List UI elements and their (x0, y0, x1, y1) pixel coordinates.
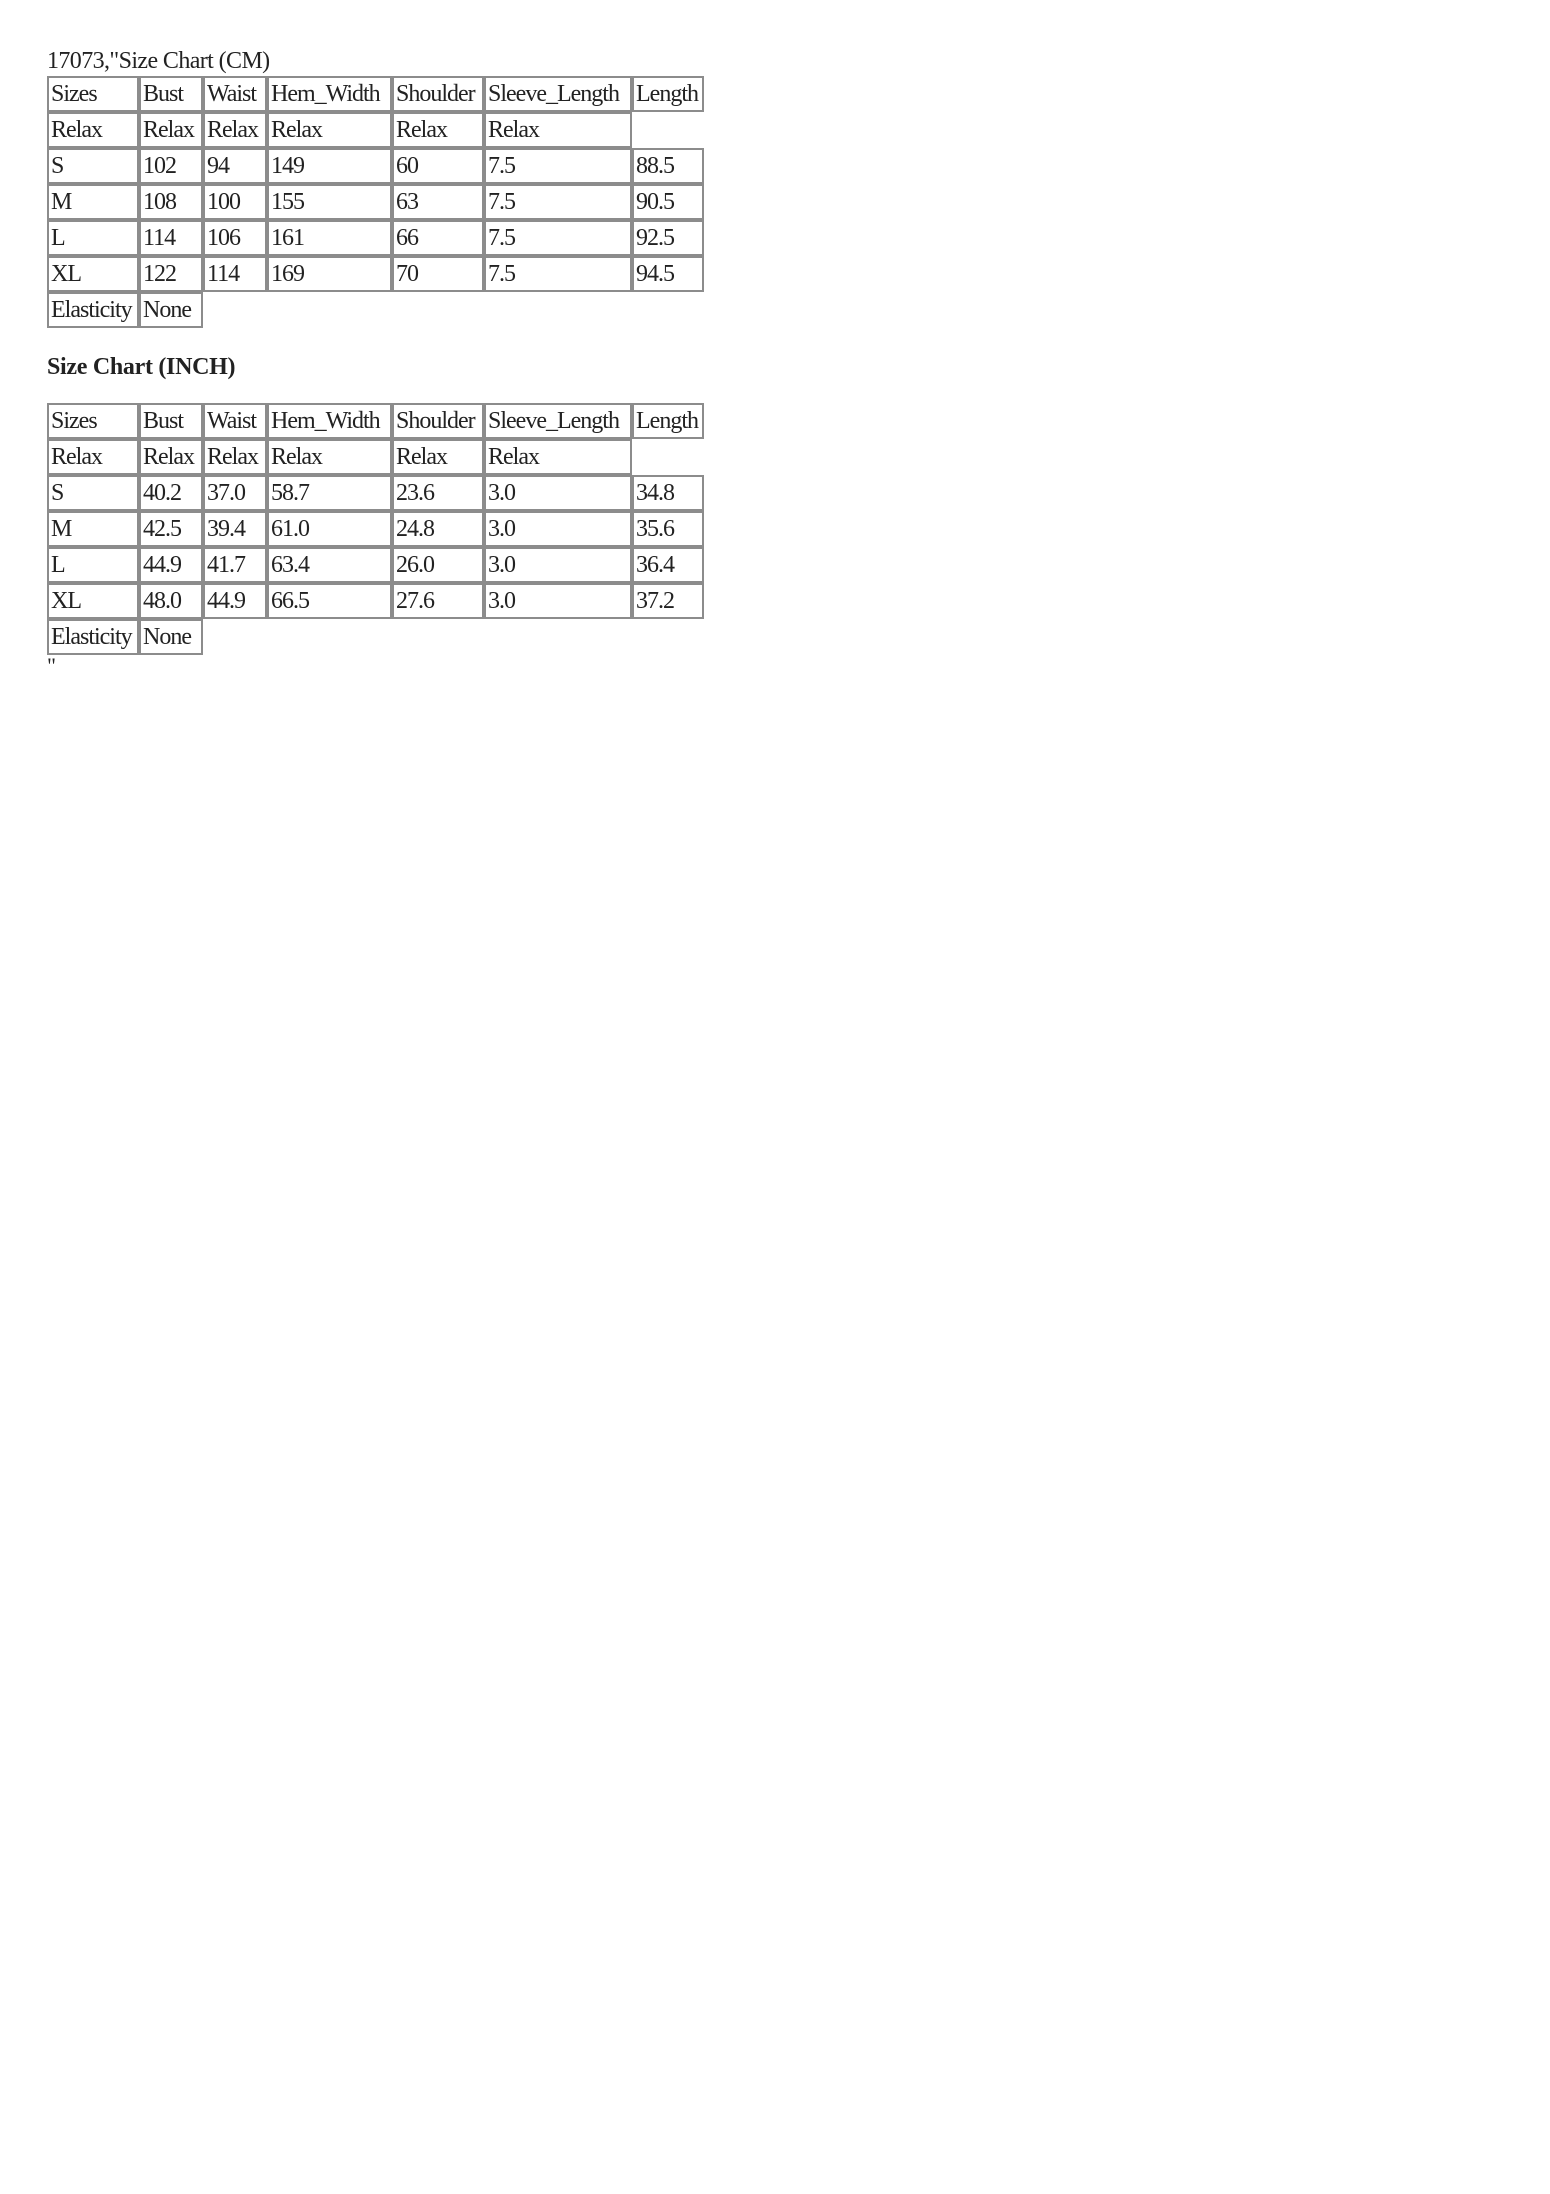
elasticity-row (47, 619, 704, 655)
value-cell: 63 (392, 184, 484, 220)
table-header-row (47, 76, 704, 112)
empty-cell (203, 619, 267, 655)
size-chart-inch-table (47, 403, 704, 655)
value-cell: 23.6 (392, 475, 484, 511)
header-sizes: Sizes (47, 76, 139, 112)
fit-cell: Relax (139, 439, 203, 475)
header-bust: Bust (139, 76, 203, 112)
value-cell: 108 (139, 184, 203, 220)
header-sleeve-length: Sleeve_Length (484, 76, 632, 112)
size-cell: XL (47, 583, 139, 619)
header-sleeve-length: Sleeve_Length (484, 403, 632, 439)
table-row (47, 148, 704, 184)
value-cell: 3.0 (484, 511, 632, 547)
value-cell: 40.2 (139, 475, 203, 511)
empty-cell (203, 292, 267, 328)
value-cell: 39.4 (203, 511, 267, 547)
empty-cell (392, 292, 484, 328)
header-waist: Waist (203, 403, 267, 439)
fit-cell: Relax (139, 112, 203, 148)
size-cell: L (47, 220, 139, 256)
table-row (47, 184, 704, 220)
value-cell: 48.0 (139, 583, 203, 619)
empty-cell (632, 619, 704, 655)
elasticity-label: Elasticity (47, 292, 139, 328)
value-cell: 63.4 (267, 547, 392, 583)
header-waist: Waist (203, 76, 267, 112)
value-cell: 37.2 (632, 583, 704, 619)
value-cell: 58.7 (267, 475, 392, 511)
value-cell: 66.5 (267, 583, 392, 619)
fit-cell: Relax (392, 439, 484, 475)
value-cell: 42.5 (139, 511, 203, 547)
elasticity-label: Elasticity (47, 619, 139, 655)
value-cell: 26.0 (392, 547, 484, 583)
fit-cell: Relax (484, 439, 632, 475)
value-cell: 70 (392, 256, 484, 292)
document-title: 17073,"Size Chart (CM) (47, 48, 270, 74)
value-cell: 44.9 (139, 547, 203, 583)
size-cell: XL (47, 256, 139, 292)
value-cell: 149 (267, 148, 392, 184)
fit-cell: Relax (392, 112, 484, 148)
empty-cell (267, 619, 392, 655)
fit-cell: Relax (267, 112, 392, 148)
elasticity-row (47, 292, 704, 328)
value-cell: 102 (139, 148, 203, 184)
size-cell: L (47, 547, 139, 583)
fit-cell: Relax (267, 439, 392, 475)
value-cell: 90.5 (632, 184, 704, 220)
header-hem-width: Hem_Width (267, 76, 392, 112)
fit-cell: Relax (47, 112, 139, 148)
empty-cell (632, 292, 704, 328)
value-cell: 100 (203, 184, 267, 220)
value-cell: 34.8 (632, 475, 704, 511)
value-cell: 3.0 (484, 475, 632, 511)
empty-cell (484, 292, 632, 328)
value-cell: 36.4 (632, 547, 704, 583)
header-shoulder: Shoulder (392, 76, 484, 112)
header-length: Length (632, 76, 704, 112)
empty-cell (632, 112, 704, 148)
value-cell: 122 (139, 256, 203, 292)
elasticity-value: None (139, 292, 203, 328)
value-cell: 60 (392, 148, 484, 184)
value-cell: 114 (139, 220, 203, 256)
fit-cell: Relax (203, 439, 267, 475)
value-cell: 3.0 (484, 583, 632, 619)
value-cell: 44.9 (203, 583, 267, 619)
header-hem-width: Hem_Width (267, 403, 392, 439)
value-cell: 155 (267, 184, 392, 220)
fit-row (47, 112, 704, 148)
fit-cell: Relax (484, 112, 632, 148)
empty-cell (392, 619, 484, 655)
header-shoulder: Shoulder (392, 403, 484, 439)
size-chart-cm-table (47, 76, 704, 328)
closing-quote: " (47, 653, 56, 678)
table-row (47, 475, 704, 511)
fit-cell: Relax (47, 439, 139, 475)
table-row (47, 547, 704, 583)
value-cell: 106 (203, 220, 267, 256)
elasticity-value: None (139, 619, 203, 655)
value-cell: 7.5 (484, 220, 632, 256)
value-cell: 66 (392, 220, 484, 256)
table-row (47, 256, 704, 292)
value-cell: 27.6 (392, 583, 484, 619)
table-row (47, 511, 704, 547)
table-row (47, 583, 704, 619)
fit-cell: Relax (203, 112, 267, 148)
document-page (47, 46, 1147, 678)
size-cell: S (47, 148, 139, 184)
table-row (47, 220, 704, 256)
header-sizes: Sizes (47, 403, 139, 439)
header-bust: Bust (139, 403, 203, 439)
value-cell: 3.0 (484, 547, 632, 583)
table-header-row (47, 403, 704, 439)
fit-row (47, 439, 704, 475)
value-cell: 37.0 (203, 475, 267, 511)
size-cell: M (47, 184, 139, 220)
value-cell: 7.5 (484, 184, 632, 220)
value-cell: 114 (203, 256, 267, 292)
value-cell: 88.5 (632, 148, 704, 184)
value-cell: 35.6 (632, 511, 704, 547)
value-cell: 94 (203, 148, 267, 184)
inch-section-heading: Size Chart (INCH) (47, 354, 236, 380)
empty-cell (267, 292, 392, 328)
value-cell: 92.5 (632, 220, 704, 256)
value-cell: 61.0 (267, 511, 392, 547)
size-cell: M (47, 511, 139, 547)
value-cell: 7.5 (484, 256, 632, 292)
empty-cell (484, 619, 632, 655)
value-cell: 161 (267, 220, 392, 256)
size-cell: S (47, 475, 139, 511)
value-cell: 94.5 (632, 256, 704, 292)
value-cell: 7.5 (484, 148, 632, 184)
value-cell: 41.7 (203, 547, 267, 583)
value-cell: 24.8 (392, 511, 484, 547)
value-cell: 169 (267, 256, 392, 292)
empty-cell (632, 439, 704, 475)
header-length: Length (632, 403, 704, 439)
